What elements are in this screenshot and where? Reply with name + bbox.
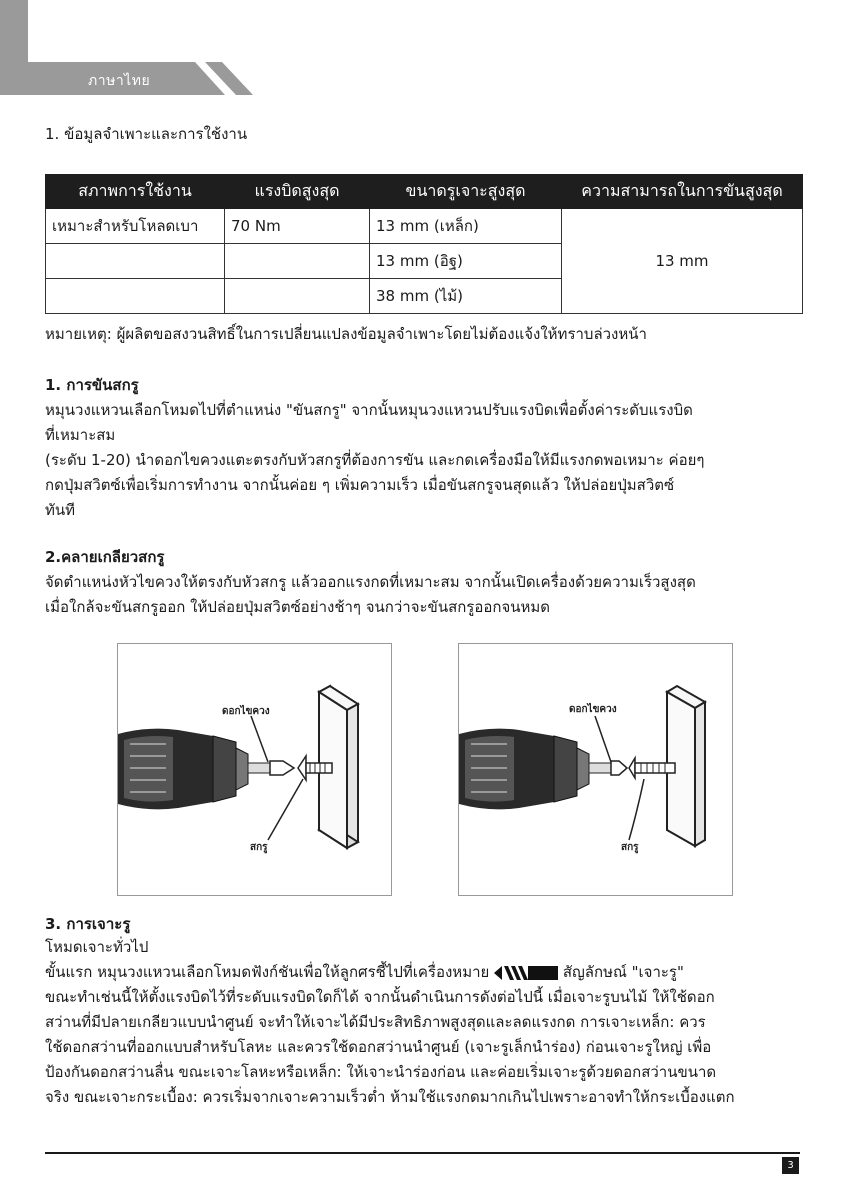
cell-capacity: 13 mm <box>562 209 803 314</box>
figure-screw-in <box>117 643 392 896</box>
col-header-drill-size: ขนาดรูเจาะสูงสุด <box>370 175 562 209</box>
screw-in-body <box>45 398 815 523</box>
paragraph-line: เมื่อใกล้จะขันสกรูออก ให้ปล่อยปุ่มสวิตซ์อย่างช้าๆ จนกว่าจะขันสกรูออกจนหมด <box>45 598 551 616</box>
screw-in-heading: 1. การขันสกรู <box>45 376 139 394</box>
figure-screw-out <box>458 643 733 896</box>
cell-usage <box>46 279 225 314</box>
paragraph-line: ทันที <box>45 501 76 519</box>
drilling-heading: 3. การเจาะรู <box>45 915 131 933</box>
drilling-line-1-end: สัญลักษณ์ "เจาะรู" <box>562 963 684 981</box>
cell-drill-size: 13 mm (อิฐ) <box>370 244 562 279</box>
page-number: 3 <box>782 1157 799 1174</box>
drilling-line-1-start: ขั้นแรก หมุนวงแหวนเลือกโหมดฟังก์ชันเพื่อให้ลูกศรชี้ไปที่เครื่องหมาย <box>45 963 490 981</box>
cell-usage <box>46 244 225 279</box>
paragraph-line: (ระดับ 1-20) นำดอกไขควงแตะตรงกับหัวสกรูที่ต้องการขัน และกดเครื่องมือให้มีแรงกดพอเหมาะ ค่อยๆ <box>45 451 705 469</box>
footer-rule <box>45 1152 800 1154</box>
col-header-torque: แรงบิดสูงสุด <box>225 175 370 209</box>
screw-out-heading: 2.คลายเกลียวสกรู <box>45 548 165 566</box>
spec-heading: 1. ข้อมูลจำเพาะและการใช้งาน <box>45 125 248 143</box>
paragraph-line <box>45 960 815 985</box>
col-header-usage: สภาพการใช้งาน <box>46 175 225 209</box>
drilling-subtitle: โหมดเจาะทั่วไป <box>45 938 149 956</box>
spec-note: หมายเหตุ: ผู้ผลิตขอสงวนสิทธิ์ในการเปลี่ยนแปลงข้อมูลจำเพาะโดยไม่ต้องแจ้งให้ทราบล่วงหน้า <box>45 325 647 343</box>
cell-torque <box>225 244 370 279</box>
cell-usage: เหมาะสำหรับโหลดเบา <box>46 209 225 244</box>
spec-table <box>45 174 803 314</box>
table-row <box>46 209 803 244</box>
spec-table-header-row <box>46 175 803 209</box>
drill-mode-symbol-icon <box>494 966 558 980</box>
paragraph-line: จัดตำแหน่งหัวไขควงให้ตรงกับหัวสกรู แล้วออกแรงกดที่เหมาะสม จากนั้นเปิดเครื่องด้วยความเร็วสูงสุด <box>45 573 696 591</box>
paragraph-line: ป้องกันดอกสว่านลื่น ขณะเจาะโลหะหรือเหล็ก: ให้เจาะนำร่องก่อน และค่อยเริ่มเจาะรูด้วยดอกสว่านขนาด <box>45 1063 717 1081</box>
cell-torque <box>225 279 370 314</box>
paragraph-line: ที่เหมาะสม <box>45 426 116 444</box>
paragraph-line: กดปุ่มสวิตซ์เพื่อเริ่มการทำงาน จากนั้นค่อย ๆ เพิ่มความเร็ว เมื่อขันสกรูจนสุดแล้ว ให้ปล่อยปุ่มสวิตซ์ <box>45 476 675 494</box>
col-header-capacity: ความสามารถในการขันสูงสุด <box>562 175 803 209</box>
paragraph-line: ใช้ดอกสว่านที่ออกแบบสำหรับโลหะ และควรใช้ดอกสว่านนำศูนย์ (เจาะรูเล็กนำร่อง) ก่อนเจาะรูใหญ่ เพื่อ <box>45 1038 712 1056</box>
drill-illustration-2 <box>459 644 732 895</box>
drill-illustration-1 <box>118 644 391 895</box>
cell-drill-size: 13 mm (เหล็ก) <box>370 209 562 244</box>
figure-2-bit-label: ดอกไขควง <box>569 704 617 715</box>
drilling-body <box>45 960 815 1110</box>
language-tab-label: ภาษาไทย <box>88 73 151 89</box>
figure-1-screw-label: สกรู <box>250 842 268 853</box>
paragraph-line: หมุนวงแหวนเลือกโหมดไปที่ตำแหน่ง "ขันสกรู" จากนั้นหมุนวงแหวนปรับแรงบิดเพื่อตั้งค่าระดับแรงบิด <box>45 401 693 419</box>
paragraph-line: จริง ขณะเจาะกระเบื้อง: ควรเริ่มจากเจาะความเร็วต่ำ ห้ามใช้แรงกดมากเกินไปเพราะอาจทำให้กระเบื้องแตก <box>45 1088 735 1106</box>
cell-torque: 70 Nm <box>225 209 370 244</box>
cell-drill-size: 38 mm (ไม้) <box>370 279 562 314</box>
figure-1-bit-label: ดอกไขควง <box>222 706 270 717</box>
figure-2-screw-label: สกรู <box>621 842 639 853</box>
paragraph-line: สว่านที่มีปลายเกลียวแบบนำศูนย์ จะทำให้เจาะได้มีประสิทธิภาพสูงสุดและลดแรงกด การเจาะเหล็ก: ควร <box>45 1013 706 1031</box>
paragraph-line: ขณะทำเช่นนี้ให้ตั้งแรงบิดไว้ที่ระดับแรงบิดใดก็ได้ จากนั้นดำเนินการดังต่อไปนี้ เมื่อเจาะรูบนไม้ ให้ใช้ดอก <box>45 988 715 1006</box>
screw-out-body <box>45 570 815 620</box>
